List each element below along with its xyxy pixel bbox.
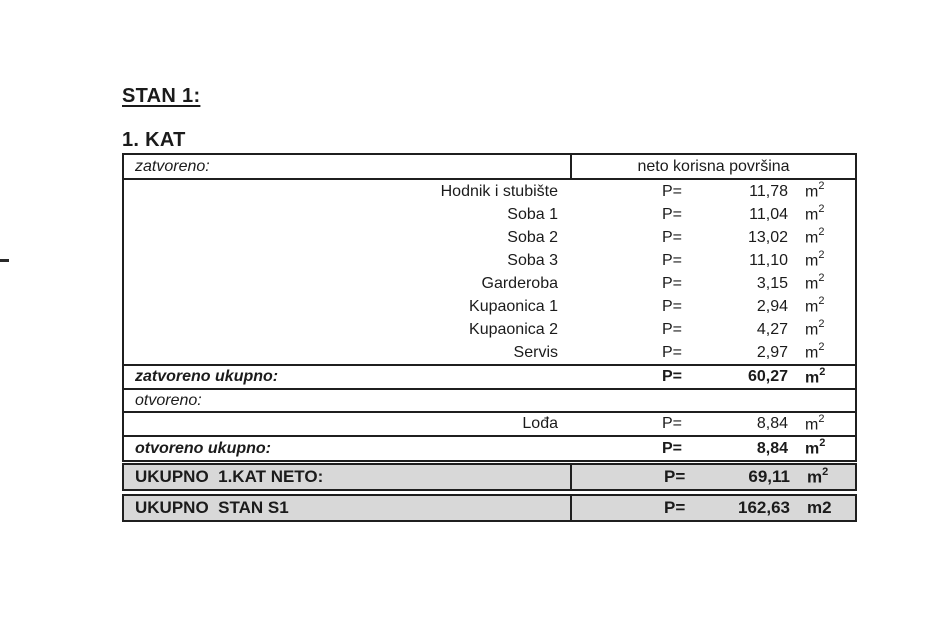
unit-base: m [807, 467, 823, 487]
unit-exponent: 2 [819, 437, 826, 450]
room-name: Kupaonica 2 [469, 320, 558, 338]
room-name: Soba 1 [507, 205, 558, 223]
unit-label [805, 227, 824, 247]
room-name: Hodnik i stubište [440, 182, 558, 200]
room-name: Garderoba [481, 274, 558, 292]
unit-exponent: 2 [822, 465, 829, 478]
apartment-total-label: UKUPNO STAN S1 [135, 498, 289, 517]
unit-label [805, 367, 825, 387]
open-total-cell [570, 437, 855, 460]
area-value: 8,84 [756, 415, 788, 432]
room-row [124, 249, 855, 272]
area-value: 11,78 [749, 182, 788, 200]
room-area-cell [570, 295, 855, 318]
area-value: 69,11 [748, 467, 790, 486]
area-value: 4,27 [756, 320, 788, 338]
room-row [124, 295, 855, 318]
p-label: P= [662, 415, 683, 432]
unit-base: m [805, 344, 819, 362]
unit-base: m [805, 369, 820, 387]
closed-total-cell [570, 366, 855, 388]
unit-exponent: 2 [818, 180, 825, 193]
room-area-cell [570, 272, 855, 295]
unit-exponent: 2 [818, 318, 825, 331]
area-value: 3,15 [756, 274, 788, 292]
area-value: 11,10 [749, 251, 788, 269]
open-section-header-row [124, 390, 855, 413]
p-label: P= [662, 205, 683, 223]
room-area-cell [570, 413, 855, 435]
room-row [124, 272, 855, 295]
area-value: 2,94 [756, 297, 788, 315]
unit-exponent: 2 [818, 203, 825, 216]
room-name: Soba 3 [507, 251, 558, 269]
apartment-total-cell [570, 496, 855, 520]
room-row [124, 341, 855, 364]
unit-exponent: 2 [818, 272, 825, 285]
p-label: P= [662, 274, 683, 292]
unit-exponent: 2 [818, 226, 825, 239]
room-area-cell [570, 318, 855, 341]
p-label: P= [662, 439, 683, 457]
open-section-label: otvoreno: [135, 391, 202, 409]
p-label: P= [662, 228, 683, 246]
open-total-label: otvoreno ukupno: [135, 439, 271, 457]
closed-total-label: zatvoreno ukupno: [135, 368, 279, 385]
apartment-total-row [124, 496, 855, 520]
room-row [124, 413, 855, 437]
room-name: Kupaonica 1 [469, 297, 558, 315]
area-table [122, 153, 857, 462]
unit-base: m [807, 498, 823, 517]
p-label: P= [662, 251, 683, 269]
unit-base: m [805, 440, 820, 458]
room-name: Servis [513, 343, 558, 361]
floor-total-box [122, 463, 857, 491]
unit-exponent: 2 [819, 366, 826, 378]
unit-exponent: 2 [818, 413, 825, 425]
unit-base: m [805, 206, 819, 224]
page-margin-mark [0, 259, 9, 262]
room-row [124, 203, 855, 226]
unit-base: m [805, 183, 819, 201]
unit-label [805, 273, 824, 293]
area-value: 11,04 [749, 205, 788, 223]
floor-heading: 1. KAT [122, 129, 186, 151]
p-label: P= [662, 368, 683, 385]
area-value: 162,63 [738, 498, 790, 517]
unit-base: m [805, 321, 819, 339]
unit-base: m [805, 275, 819, 293]
unit-label [805, 438, 825, 458]
area-value: 13,02 [747, 228, 788, 246]
unit-exponent: 2 [818, 249, 825, 262]
table-header-row [124, 155, 855, 180]
room-area-cell [570, 226, 855, 249]
area-value: 8,84 [756, 439, 788, 457]
header-closed-label: zatvoreno: [135, 157, 210, 175]
unit-label [805, 414, 824, 434]
closed-total-row [124, 364, 855, 390]
unit-label [805, 181, 824, 201]
unit-base: m [805, 298, 819, 316]
apartment-total-box [122, 494, 857, 522]
unit-label [805, 250, 824, 270]
floor-total-label: UKUPNO 1.KAT NETO: [135, 467, 324, 486]
unit-label [805, 319, 824, 339]
unit-label [805, 204, 824, 224]
floor-total-row [124, 465, 855, 489]
room-area-cell [570, 180, 855, 203]
p-label: P= [662, 343, 683, 361]
unit-label [805, 296, 824, 316]
area-value: 60,27 [747, 368, 788, 385]
unit-exponent: 2 [818, 341, 825, 354]
page-title: STAN 1: [122, 85, 201, 107]
unit-exponent: 2 [818, 295, 825, 308]
room-area-cell [570, 341, 855, 364]
area-value: 2,97 [756, 343, 788, 361]
unit-base: m [805, 229, 819, 247]
unit-label [807, 498, 832, 518]
open-section-empty-cell [570, 390, 855, 411]
p-label: P= [662, 297, 683, 315]
room-name: Soba 2 [507, 228, 558, 246]
room-name: Lođa [522, 415, 558, 432]
unit-label [807, 467, 828, 488]
room-area-cell [570, 203, 855, 226]
p-label: P= [664, 498, 686, 517]
open-total-row [124, 437, 855, 460]
p-label: P= [662, 320, 683, 338]
unit-exponent: 2 [822, 498, 832, 517]
room-row [124, 226, 855, 249]
p-label: P= [664, 467, 686, 486]
room-row [124, 180, 855, 203]
header-area-label: neto korisna površina [570, 155, 855, 178]
room-row [124, 318, 855, 341]
unit-base: m [805, 252, 819, 270]
unit-label [805, 342, 824, 362]
room-area-cell [570, 249, 855, 272]
floor-total-cell [570, 465, 855, 489]
p-label: P= [662, 182, 683, 200]
unit-base: m [805, 416, 819, 434]
